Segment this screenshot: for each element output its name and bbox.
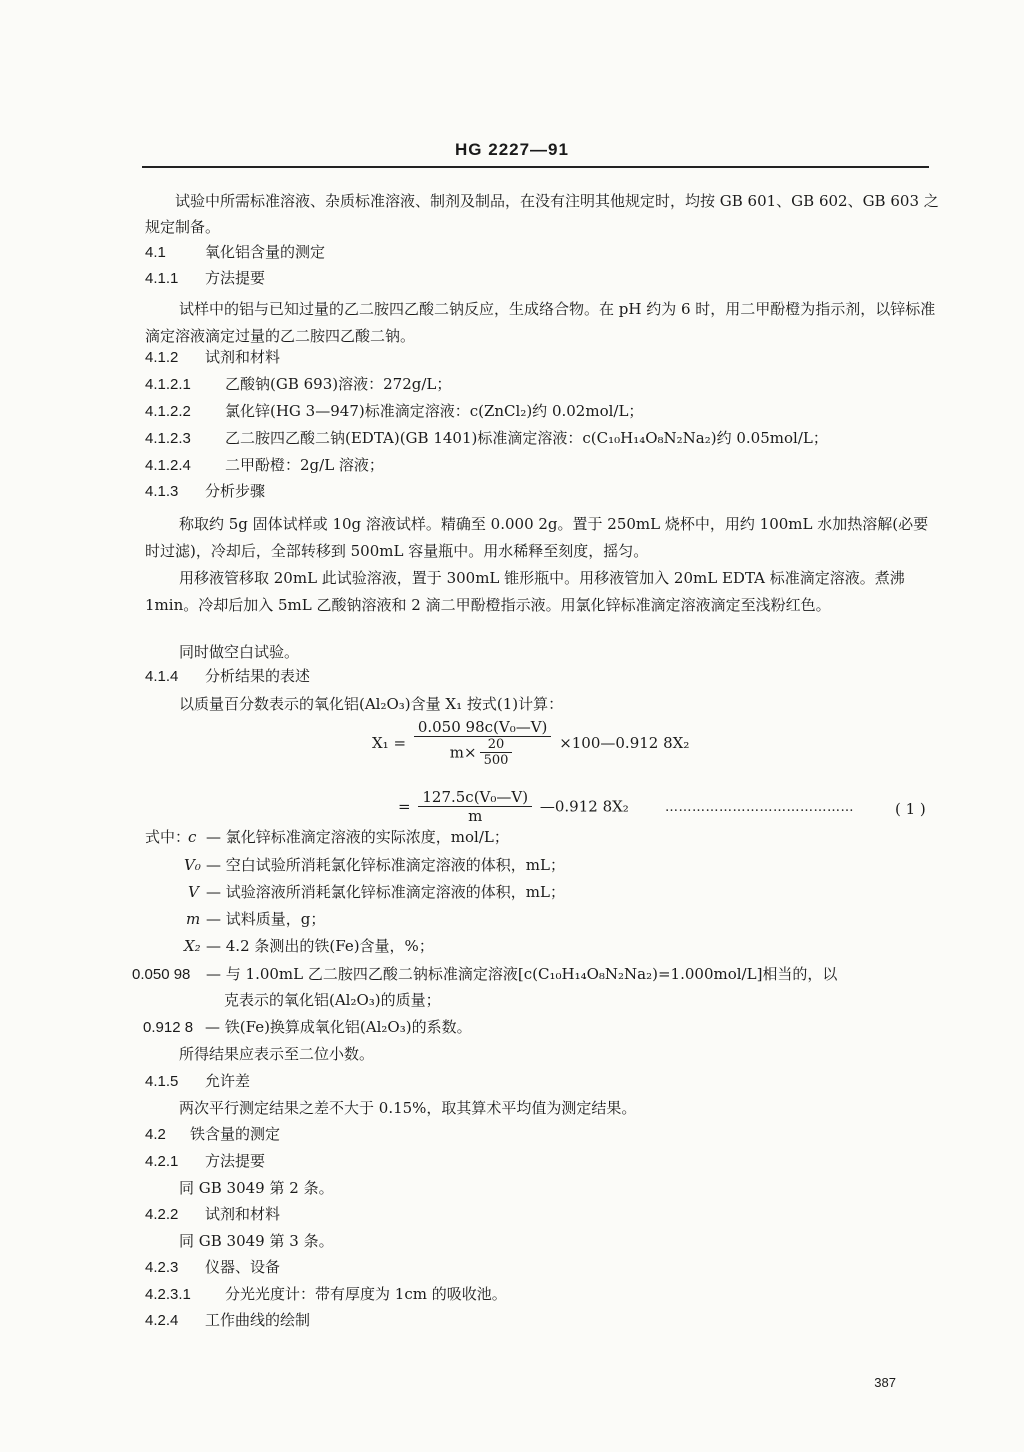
where-label: 式中：	[145, 828, 191, 846]
section-title: 仪器、设备	[205, 1258, 281, 1276]
section-4-1-1-heading	[145, 268, 265, 289]
section-4-1-4-paragraph	[179, 694, 563, 714]
section-number: 4.1.2	[145, 349, 179, 366]
formula-leader-dots: ……………………………………	[665, 800, 854, 815]
reagent-text: 乙二胺四乙酸二钠(EDTA)(GB 1401)标准滴定溶液：c(C₁₀H₁₄O₈N₂Na₂)约 0.05mol/L；	[225, 429, 828, 447]
section-4-2-1-paragraph: 同 GB 3049 第 2 条。	[179, 1179, 334, 1197]
formula-subfraction	[480, 737, 513, 768]
where-text: — 空白试验所消耗氯化锌标准滴定溶液的体积，mL；	[206, 856, 565, 874]
section-number: 4.2.4	[145, 1312, 179, 1329]
section-4-2-1-heading	[145, 1151, 265, 1172]
reagent-text: 氯化锌(HG 3—947)标准滴定溶液：c(ZnCl₂)约 0.02mol/L；	[225, 402, 644, 420]
formula-line-2	[398, 788, 629, 825]
section-title: 方法提要	[205, 269, 266, 287]
formula-denominator-m: m×	[449, 743, 477, 762]
page-number: 387	[874, 1375, 896, 1390]
section-4-1-3-heading	[145, 481, 265, 502]
section-4-1-heading	[145, 242, 325, 263]
where-text: — 与 1.00mL 乙二胺四乙酸二钠标准滴定溶液[c(C₁₀H₁₄O₈N₂Na₂)=1.000mol/L]相当的，以	[206, 965, 838, 983]
section-4-1-3-paragraph-3	[179, 642, 299, 662]
section-4-2-3-heading	[145, 1257, 280, 1278]
where-text: — 4.2 条测出的铁(Fe)含量，%；	[206, 937, 434, 955]
where-text: — 铁(Fe)换算成氧化铝(Al₂O₃)的系数。	[205, 1018, 472, 1036]
paragraph-text: 以质量百分数表示的氧化铝(Al₂O₃)含量 X₁ 按式(1)计算：	[179, 695, 564, 713]
intro-paragraph	[145, 188, 940, 240]
formula-line-1	[372, 718, 689, 768]
section-title: 分光光度计：带有厚度为 1cm 的吸收池。	[225, 1285, 507, 1303]
section-title: 试剂和材料	[205, 1205, 281, 1223]
header-rule	[142, 166, 929, 168]
section-number: 4.2.3.1	[145, 1286, 191, 1303]
section-title: 试剂和材料	[205, 348, 281, 366]
formula-fraction-1	[414, 718, 552, 768]
reagent-number: 4.1.2.3	[145, 430, 191, 447]
where-item	[188, 882, 565, 902]
section-4-2-heading	[145, 1124, 280, 1145]
section-title: 分析结果的表述	[205, 667, 311, 685]
intro-text: 试验中所需标准溶液、杂质标准溶液、制剂及制品，在没有注明其他规定时，均按 GB 601、GB 602、GB 603 之规定制备。	[145, 192, 939, 236]
where-item	[143, 1017, 472, 1038]
formula-equals: =	[398, 797, 411, 816]
reagent-number: 4.1.2.4	[145, 457, 191, 474]
formula-denominator	[414, 736, 552, 768]
formula-numerator: 0.050 98c(V₀—V)	[417, 718, 548, 736]
formula-fraction-2	[418, 788, 532, 825]
section-number: 4.2.1	[145, 1153, 179, 1170]
section-number: 4.1.1	[145, 270, 179, 287]
section-number: 4.1.3	[145, 483, 179, 500]
where-text: — 试验溶液所消耗氯化锌标准滴定溶液的体积，mL；	[206, 883, 565, 901]
where-text: — 试料质量，g；	[206, 910, 326, 928]
section-4-1-4-heading	[145, 666, 310, 687]
section-4-1-1-paragraph	[145, 296, 940, 350]
where-item	[186, 909, 325, 929]
section-number: 4.2	[145, 1126, 166, 1143]
reagent-text: 乙酸钠(GB 693)溶液：272g/L；	[225, 375, 452, 393]
section-number: 4.1.5	[145, 1073, 179, 1090]
reagent-item	[145, 374, 451, 395]
subfraction-denominator: 500	[480, 752, 513, 768]
where-symbol: 0.050 98	[132, 966, 191, 983]
where-item	[184, 855, 565, 875]
where-item	[132, 964, 837, 985]
subfraction-numerator: 20	[487, 737, 505, 752]
where-symbol: V	[188, 883, 199, 901]
where-item-continued	[224, 990, 441, 1010]
section-4-1-3-paragraph-2	[145, 565, 940, 619]
where-item	[184, 936, 434, 956]
section-number: 4.1.4	[145, 668, 179, 685]
formula-numerator: 127.5c(V₀—V)	[422, 788, 529, 806]
reagent-item	[145, 401, 643, 422]
formula-tail-1: ×100—0.912 8X₂	[559, 734, 690, 752]
formula-lhs: X₁ =	[372, 734, 407, 752]
where-item	[188, 827, 509, 847]
section-4-2-4-heading	[145, 1310, 310, 1331]
section-4-1-2-heading	[145, 347, 280, 368]
where-symbol: X₂	[184, 937, 201, 955]
where-symbol: V₀	[184, 856, 201, 874]
reagent-number: 4.1.2.2	[145, 403, 191, 420]
section-4-1-5-paragraph: 两次平行测定结果之差不大于 0.15%，取其算术平均值为测定结果。	[179, 1099, 637, 1117]
formula-tail-2: —0.912 8X₂	[539, 797, 629, 816]
section-title: 允许差	[205, 1072, 251, 1090]
formula-number: ( 1 )	[895, 800, 926, 818]
where-text: — 氯化锌标准滴定溶液的实际浓度，mol/L；	[206, 828, 509, 846]
section-4-1-3-paragraph-1	[145, 511, 940, 565]
section-number: 4.2.3	[145, 1259, 179, 1276]
where-text: 克表示的氧化铝(Al₂O₃)的质量；	[224, 991, 441, 1009]
where-symbol: 0.912 8	[143, 1019, 194, 1036]
document-header: HG 2227—91	[455, 140, 569, 159]
section-4-2-2-paragraph: 同 GB 3049 第 3 条。	[179, 1232, 334, 1250]
paragraph-text: 同时做空白试验。	[179, 643, 300, 661]
section-title: 工作曲线的绘制	[205, 1311, 311, 1329]
where-symbol: m	[186, 910, 201, 928]
section-4-2-2-heading	[145, 1204, 280, 1225]
paragraph-text: 称取约 5g 固体试样或 10g 溶液试样。精确至 0.000 2g。置于 250mL 烧杯中，用约 100mL 水加热溶解(必要时过滤)，冷却后，全部转移到 500mL 容量瓶中。用水稀释至刻度，摇匀。	[145, 515, 929, 560]
section-title: 氧化铝含量的测定	[205, 243, 326, 261]
section-number: 4.2.2	[145, 1206, 179, 1223]
section-number: 4.1	[145, 244, 166, 261]
decimals-note: 所得结果应表示至二位小数。	[179, 1045, 375, 1063]
reagent-text: 二甲酚橙：2g/L 溶液；	[225, 456, 384, 474]
reagent-item	[145, 455, 384, 476]
paragraph-text: 试样中的铝与已知过量的乙二胺四乙酸二钠反应，生成络合物。在 pH 约为 6 时，用二甲酚橙为指示剂，以锌标准滴定溶液滴定过量的乙二胺四乙酸二钠。	[145, 300, 936, 345]
paragraph-text: 用移液管移取 20mL 此试验溶液，置于 300mL 锥形瓶中。用移液管加入 20mL EDTA 标准滴定溶液。煮沸 1min。冷却后加入 5mL 乙酸钠溶液和 2 滴二甲酚橙指示液。用氯化锌标准滴定溶液滴定至浅粉红色。	[145, 569, 905, 614]
reagent-item	[145, 428, 828, 449]
section-title: 方法提要	[205, 1152, 266, 1170]
section-4-2-3-1-heading	[145, 1284, 507, 1305]
section-4-1-5-heading	[145, 1071, 250, 1092]
reagent-number: 4.1.2.1	[145, 376, 191, 393]
section-title: 分析步骤	[205, 482, 266, 500]
formula-denominator: m	[418, 806, 532, 825]
where-symbol: c	[188, 828, 197, 846]
section-title: 铁含量的测定	[190, 1125, 281, 1143]
